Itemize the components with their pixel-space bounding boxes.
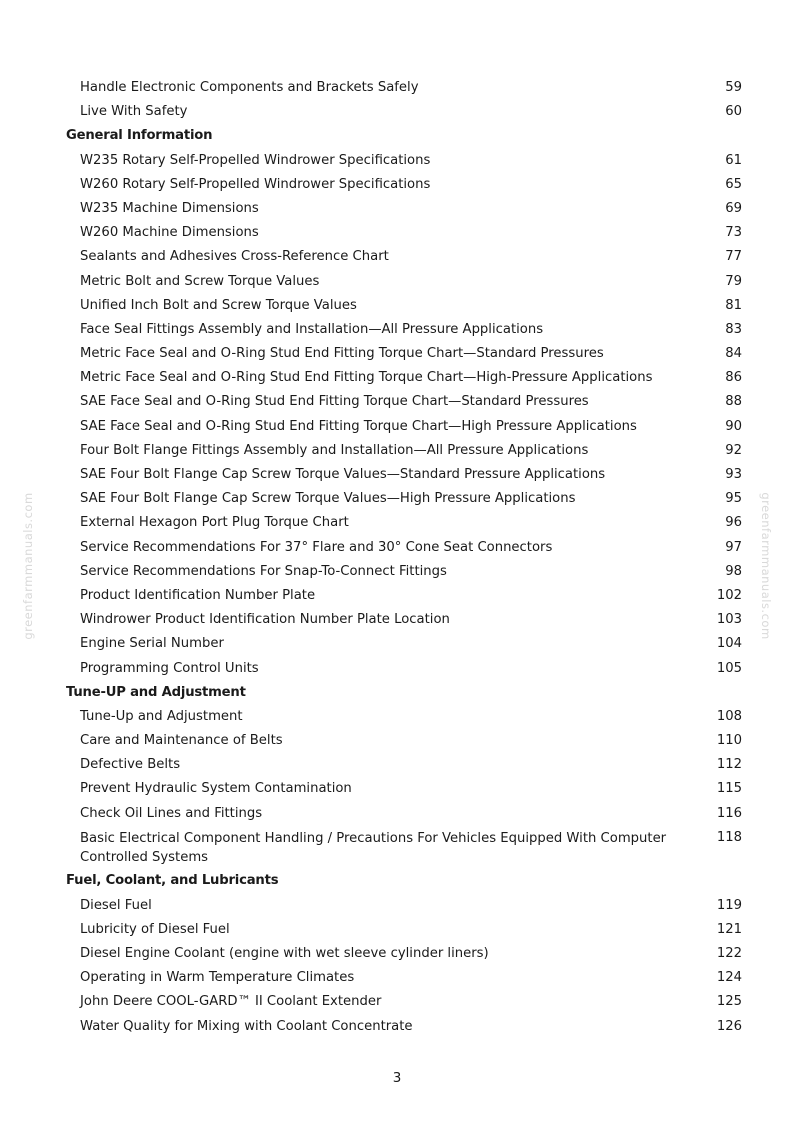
entry-page-number: 60 [725, 104, 742, 120]
entry-page-number: 59 [725, 80, 742, 95]
entry-page-number: 86 [725, 370, 742, 386]
entry-title: Service Recommendations For Snap-To-Connect Fittings [80, 563, 447, 579]
toc-entry[interactable] [0, 536, 794, 560]
toc-entry[interactable] [0, 294, 794, 318]
toc-entry[interactable] [0, 990, 794, 1014]
entry-page-number: 112 [716, 757, 742, 773]
toc-entry[interactable] [0, 894, 794, 918]
entry-title: Defective Belts [80, 757, 181, 773]
entry-page-number: 125 [716, 994, 742, 1010]
entry-page-number: 73 [725, 225, 742, 241]
entry-title: Live With Safety [80, 104, 188, 120]
entry-page-number: 92 [725, 442, 742, 458]
entry-page-number: 65 [725, 176, 742, 192]
toc-entry[interactable] [0, 729, 794, 753]
entry-page-number: 69 [725, 200, 742, 216]
entry-page-number: 81 [725, 297, 742, 313]
entry-page-number: 83 [725, 321, 742, 337]
entry-page-number: 102 [716, 587, 742, 603]
toc-entry[interactable] [0, 826, 794, 870]
entry-title: Engine Serial Number [80, 636, 224, 652]
section-title: Tune-UP and Adjustment [66, 684, 246, 700]
entry-title: Product Identification Number Plate [80, 587, 316, 603]
section-title: Fuel, Coolant, and Lubricants [66, 873, 279, 889]
entry-title: Diesel Fuel [80, 897, 152, 913]
entry-title: Prevent Hydraulic System Contamination [80, 781, 352, 797]
entry-title: SAE Four Bolt Flange Cap Screw Torque Values—Standard Pressure Applications [80, 467, 606, 482]
entry-page-number: 98 [725, 563, 742, 579]
entry-page-number: 119 [716, 897, 742, 913]
toc-section-heading [0, 681, 794, 705]
entry-title: Four Bolt Flange Fittings Assembly and Installation—All Pressure Applications [80, 442, 589, 458]
entry-title: Water Quality for Mixing with Coolant Concentrate [80, 1018, 413, 1034]
entry-page-number: 115 [716, 781, 742, 797]
toc-entry[interactable] [0, 705, 794, 729]
entry-title: Metric Bolt and Screw Torque Values [80, 273, 320, 289]
entry-page-number: 88 [725, 394, 742, 410]
toc-entry[interactable] [0, 560, 794, 584]
entry-page-number: 61 [725, 152, 742, 168]
entry-page-number: 95 [725, 491, 742, 507]
entry-title: W235 Machine Dimensions [80, 200, 259, 216]
entry-title: Diesel Engine Coolant (engine with wet sleeve cylinder liners) [80, 945, 489, 961]
toc-entry[interactable] [0, 173, 794, 197]
entry-page-number: 118 [716, 829, 742, 845]
toc-entry[interactable] [0, 918, 794, 942]
toc-entry[interactable] [0, 390, 794, 414]
entry-title: Service Recommendations For 37° Flare and 30° Cone Seat Connectors [80, 539, 553, 555]
toc-entry[interactable] [0, 487, 794, 511]
toc-entry[interactable] [0, 657, 794, 681]
toc-entry[interactable] [0, 149, 794, 173]
toc-entry[interactable] [0, 270, 794, 294]
entry-page-number: 90 [725, 418, 742, 434]
toc-entry[interactable] [0, 245, 794, 269]
entry-title: Tune-Up and Adjustment [80, 708, 243, 724]
entry-page-number: 105 [716, 660, 742, 676]
page-number: 3 [392, 1070, 402, 1086]
entry-page-number: 96 [725, 515, 742, 531]
entry-page-number: 79 [725, 273, 742, 289]
entry-title: SAE Four Bolt Flange Cap Screw Torque Values—High Pressure Applications [80, 491, 576, 507]
toc-entry[interactable] [0, 342, 794, 366]
entry-title: W235 Rotary Self-Propelled Windrower Specifications [80, 152, 431, 168]
table-of-contents [0, 76, 794, 1039]
entry-page-number: 124 [716, 970, 742, 986]
entry-title: External Hexagon Port Plug Torque Chart [80, 515, 349, 531]
watermark-right: greenfarmmanuals.com [759, 492, 773, 640]
entry-page-number: 116 [716, 805, 742, 821]
toc-entry[interactable] [0, 439, 794, 463]
toc-entry[interactable] [0, 366, 794, 390]
toc-entry[interactable] [0, 966, 794, 990]
toc-entry[interactable] [0, 802, 794, 826]
entry-page-number: 104 [716, 636, 742, 652]
entry-title: SAE Face Seal and O-Ring Stud End Fitting Torque Chart—High Pressure Applications [80, 418, 637, 434]
toc-entry[interactable] [0, 584, 794, 608]
entry-title: Check Oil Lines and Fittings [80, 805, 263, 821]
entry-title: Basic Electrical Component Handling / Precautions For Vehicles Equipped With Computer Controlled Systems [80, 830, 667, 866]
entry-title: SAE Face Seal and O-Ring Stud End Fitting Torque Chart—Standard Pressures [80, 394, 589, 410]
entry-title: Lubricity of Diesel Fuel [80, 921, 230, 937]
entry-page-number: 122 [716, 945, 742, 961]
entry-page-number: 77 [725, 249, 742, 265]
toc-entry[interactable] [0, 511, 794, 535]
entry-page-number: 110 [716, 733, 742, 749]
entry-title: Face Seal Fittings Assembly and Installation—All Pressure Applications [80, 321, 544, 337]
entry-title: Programming Control Units [80, 660, 259, 676]
toc-entry[interactable] [0, 608, 794, 632]
toc-entry[interactable] [0, 632, 794, 656]
toc-entry[interactable] [0, 415, 794, 439]
section-title: General Information [66, 128, 213, 144]
entry-page-number: 97 [725, 539, 742, 555]
entry-title: Unified Inch Bolt and Screw Torque Values [80, 297, 357, 313]
entry-page-number: 121 [716, 921, 742, 937]
entry-page-number: 126 [716, 1018, 742, 1034]
toc-entry[interactable] [0, 197, 794, 221]
entry-title: Care and Maintenance of Belts [80, 733, 283, 749]
entry-page-number: 108 [716, 708, 742, 724]
toc-entry[interactable] [0, 1015, 794, 1039]
entry-title: Handle Electronic Components and Brackets Safely [80, 80, 419, 95]
entry-title: Metric Face Seal and O-Ring Stud End Fitting Torque Chart—High-Pressure Applications [80, 370, 653, 386]
toc-section-heading [0, 124, 794, 148]
toc-entry[interactable] [0, 753, 794, 777]
entry-title: W260 Machine Dimensions [80, 225, 259, 241]
watermark-left: greenfarmmanuals.com [21, 492, 35, 640]
toc-entry[interactable] [0, 463, 794, 487]
entry-page-number: 103 [716, 612, 742, 628]
toc-entry[interactable] [0, 942, 794, 966]
entry-title: Windrower Product Identification Number Plate Location [80, 612, 450, 628]
entry-title: Sealants and Adhesives Cross-Reference Chart [80, 249, 389, 265]
toc-entry[interactable] [0, 318, 794, 342]
entry-title: W260 Rotary Self-Propelled Windrower Specifications [80, 176, 431, 192]
entry-title: John Deere COOL-GARD™ II Coolant Extender [80, 994, 382, 1010]
entry-page-number: 93 [725, 467, 742, 482]
toc-entry[interactable] [0, 221, 794, 245]
toc-entry[interactable] [0, 777, 794, 801]
toc-entry[interactable] [0, 76, 794, 100]
entry-title: Metric Face Seal and O-Ring Stud End Fitting Torque Chart—Standard Pressures [80, 346, 604, 362]
toc-entry[interactable] [0, 100, 794, 124]
toc-section-heading [0, 869, 794, 893]
entry-page-number: 84 [725, 346, 742, 362]
entry-title: Operating in Warm Temperature Climates [80, 970, 355, 986]
